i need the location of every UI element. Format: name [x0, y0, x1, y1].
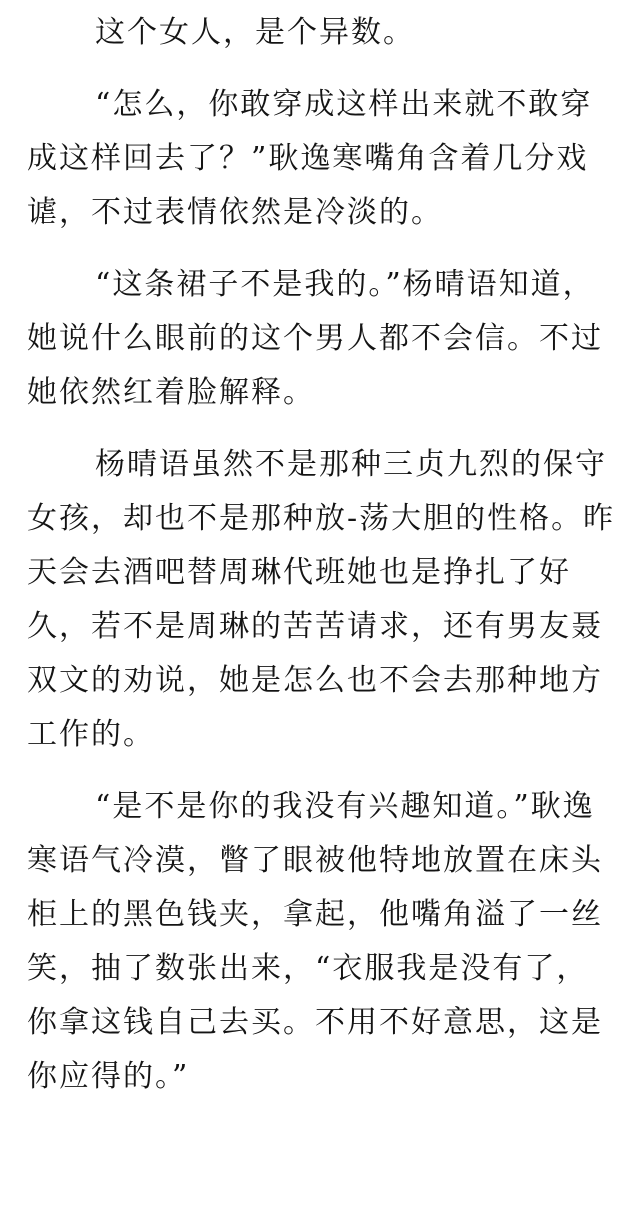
- paragraph-3: “这条裙子不是我的。”杨晴语知道，她说什么眼前的这个男人都不会信。不过她依然红着脸解释。: [27, 267, 603, 410]
- paragraph-1: 这个女人，是个异数。: [95, 15, 415, 50]
- paragraph-5: “是不是你的我没有兴趣知道。”耿逸寒语气冷漠，瞥了眼被他特地放置在床头柜上的黑色钱夹，拿起，他嘴角溢了一丝笑，抽了数张出来，“衣服我是没有了，你拿这钱自己去买。不用不好意思，这是你应得的。”: [27, 789, 603, 1094]
- paragraph-2: “怎么，你敢穿成这样出来就不敢穿成这样回去了？”耿逸寒嘴角含着几分戏谑，不过表情依然是冷淡的。: [27, 87, 593, 230]
- paragraph-4: 杨晴语虽然不是那种三贞九烈的保守女孩，却也不是那种放-荡大胆的性格。昨天会去酒吧替周琳代班她也是挣扎了好久，若不是周琳的苦苦请求，还有男友聂双文的劝说，她是怎么也不会去那种地方工作的。: [27, 447, 616, 752]
